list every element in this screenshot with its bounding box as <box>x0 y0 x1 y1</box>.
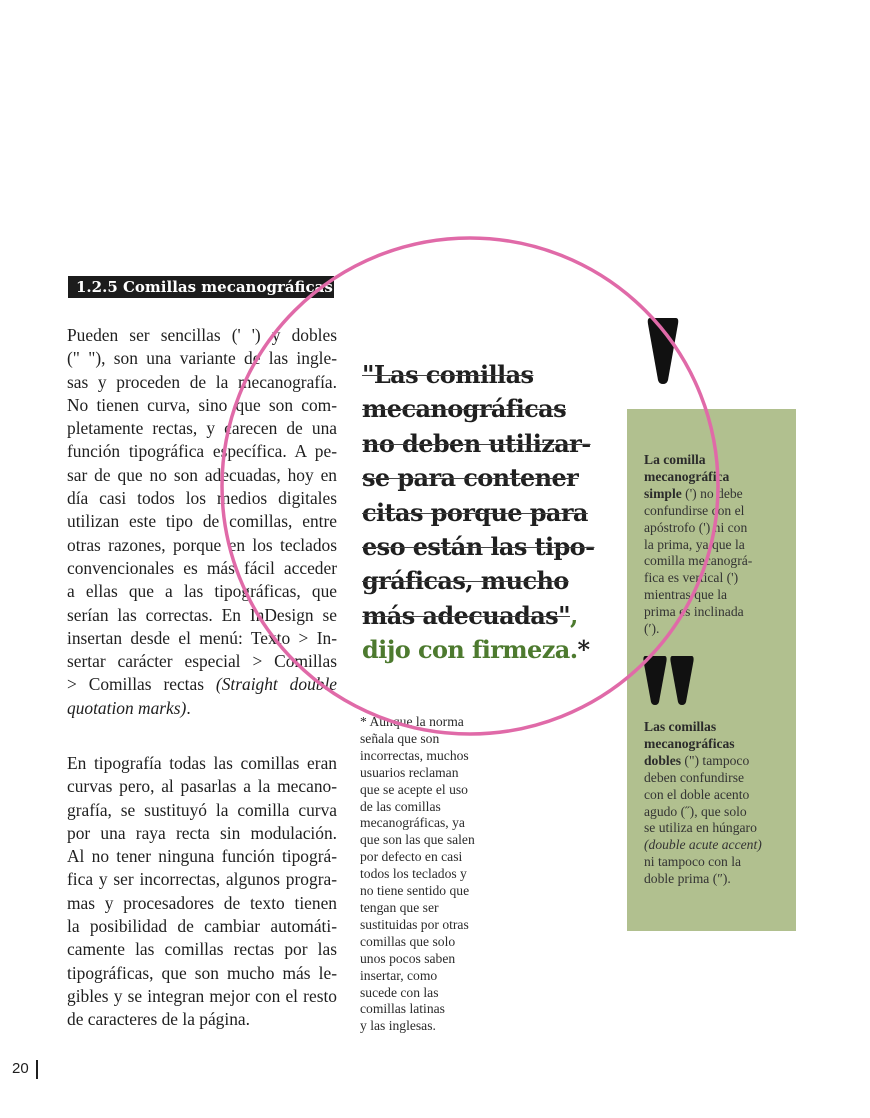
quote-line: eso están las tipo- <box>362 532 595 562</box>
footnote-line: comillas latinas <box>360 1001 445 1017</box>
footnote-line: señala que son <box>360 730 440 746</box>
text-line: insertan desde el menú: Texto > In- <box>67 627 337 648</box>
italic-term: quotation marks) <box>67 697 187 718</box>
italic-term: (Straight double <box>215 674 338 695</box>
double-quote-glyph-right <box>670 656 693 705</box>
quote-attribution-line <box>362 633 602 667</box>
text-line: pletamente rectas, y carecen de una <box>67 418 337 439</box>
sidebar-line: la prima, ya que la <box>644 536 745 552</box>
footnote-line: * Aunque la norma <box>360 714 464 729</box>
sidebar-term: mecanográfica <box>644 468 730 484</box>
footnote-line: insertar, como <box>360 967 438 983</box>
sidebar-line: fica es vertical (') <box>644 570 739 586</box>
single-quote-glyph <box>648 318 679 384</box>
text-line: la posibilidad de cambiar automáti- <box>67 916 337 937</box>
footnote <box>360 714 490 1035</box>
sidebar-italic-term: (double acute accent) <box>644 837 762 853</box>
sidebar-term: La comilla <box>644 452 706 467</box>
text-line: No tienen curva, sino que son com- <box>67 394 337 415</box>
sidebar-line <box>644 452 784 469</box>
quote-segment: más adecuadas" <box>362 600 570 630</box>
footnote-line: que son las que salen <box>360 832 475 848</box>
text-line: día casi todos los medios digitales <box>67 488 337 509</box>
footnote-line: comillas que solo <box>360 933 456 949</box>
text-line <box>67 673 337 696</box>
text-line: por una raya recta sin modulación. <box>67 822 337 843</box>
quote-line: no deben utilizar- <box>362 428 591 458</box>
sidebar-note-double <box>644 719 784 888</box>
sidebar-line <box>644 837 784 854</box>
section-heading: 1.2.5 Comillas mecanográficas <box>68 276 334 298</box>
sidebar-line: con el doble acento <box>644 786 750 802</box>
text-line: de caracteres de la página. <box>67 1009 250 1030</box>
sidebar-note-single <box>644 452 784 638</box>
text-segment: . <box>186 697 191 718</box>
page-number: 20 <box>12 1060 29 1077</box>
text-line: mas y procesadores de texto tienen <box>67 892 337 913</box>
quote-line <box>362 599 602 633</box>
footnote-line: por defecto en casi <box>360 849 463 865</box>
text-line: serían las correctas. En InDesign se <box>67 604 337 625</box>
sidebar-line <box>644 753 784 770</box>
text-line: utilizan este tipo de comillas, entre <box>67 511 337 532</box>
footnote-line: de las comillas <box>360 798 441 814</box>
sidebar-line <box>644 469 784 486</box>
footnote-line: sustituidas por otras <box>360 916 469 932</box>
footnote-line: sucede con las <box>360 984 439 1000</box>
sidebar-term: dobles <box>644 752 682 768</box>
footnote-line: todos los teclados y <box>360 866 467 882</box>
body-paragraph-2 <box>67 752 337 1032</box>
text-line: grafía, se sustituyó la comilla curva <box>67 799 337 820</box>
text-line: gibles y se integran mejor con el resto <box>67 985 337 1006</box>
text-line: función tipográfica específica. A pe- <box>67 441 337 462</box>
text-line: camente las comillas rectas por las <box>67 939 337 960</box>
text-line: a ellas que a las tipográficas, que <box>67 581 337 602</box>
sidebar-line: agudo (˝), que solo <box>644 803 747 819</box>
pull-quote <box>362 358 602 668</box>
text-line: Pueden ser sencillas (' ') y dobles <box>67 325 337 345</box>
text-line: sas y proceden de la mecanografía. <box>67 371 337 392</box>
footnote-line: mecanográficas, ya <box>360 815 465 831</box>
footnote-line: que se acepte el uso <box>360 781 468 797</box>
sidebar-line <box>644 486 784 503</box>
footnote-line: tengan que ser <box>360 899 439 915</box>
text-line: Al no tener ninguna función tipográ- <box>67 846 337 867</box>
text-line: sar de que no son adecuadas, hoy en <box>67 464 337 485</box>
text-line: tipográficas, que son mucho más le- <box>67 962 337 983</box>
quote-line: gráficas, mucho <box>362 566 569 596</box>
text-line: En tipografía todas las comillas eran <box>67 753 337 773</box>
sidebar-text: (') no debe <box>681 485 743 501</box>
footnote-line: incorrectas, muchos <box>360 747 469 763</box>
sidebar-term: simple <box>644 485 682 501</box>
double-quote-glyph-left <box>643 656 666 705</box>
sidebar-line: mientras que la <box>644 587 728 603</box>
quote-line: mecanográficas <box>362 394 566 424</box>
footnote-line: no tiene sentido que <box>360 883 470 899</box>
sidebar-line: deben confundirse <box>644 769 745 785</box>
footnote-asterisk: * <box>577 635 590 665</box>
sidebar-line: apóstrofo (') ni con <box>644 519 748 535</box>
sidebar-line <box>644 736 784 753</box>
text-segment: > Comillas rectas <box>67 674 216 695</box>
sidebar-line: (′). <box>644 621 660 637</box>
sidebar-text: (") tampoco <box>681 752 750 768</box>
sidebar-line: prima es inclinada <box>644 604 744 620</box>
quote-attribution: dijo con firmeza. <box>362 635 578 665</box>
quote-comma: , <box>569 600 578 630</box>
text-line: otras razones, porque en los teclados <box>67 534 337 555</box>
sidebar-line: ni tampoco con la <box>644 854 742 870</box>
page-number-divider <box>36 1060 38 1079</box>
single-quote-mark-icon <box>646 318 680 386</box>
footnote-line: usuarios reclaman <box>360 764 459 780</box>
footnote-line: unos pocos saben <box>360 950 456 966</box>
text-line: curvas pero, al pasarlas a la mecano- <box>67 776 337 797</box>
text-line: fica y ser incorrectas, algunos progra- <box>67 869 337 890</box>
sidebar-line: doble prima (″). <box>644 871 731 887</box>
double-quote-mark-icon <box>643 656 695 706</box>
text-line: convencionales es más fácil acceder <box>67 557 337 578</box>
footnote-line: y las inglesas. <box>360 1018 436 1034</box>
text-line: (" "), son una variante de las ingle- <box>67 348 337 369</box>
sidebar-line <box>644 719 784 736</box>
sidebar-line: se utiliza en húngaro <box>644 820 757 836</box>
text-line <box>67 697 337 720</box>
sidebar-term: mecanográficas <box>644 735 735 751</box>
sidebar-line: confundirse con el <box>644 502 745 518</box>
quote-line: "Las comillas <box>362 360 534 389</box>
body-paragraph-1 <box>67 324 337 720</box>
text-line: sertar carácter especial > Comillas <box>67 651 337 672</box>
sidebar-term: Las comillas <box>644 719 717 734</box>
quote-line: citas porque para <box>362 497 588 527</box>
sidebar-line: comilla mecanográ- <box>644 553 753 569</box>
quote-line: se para contener <box>362 463 579 493</box>
